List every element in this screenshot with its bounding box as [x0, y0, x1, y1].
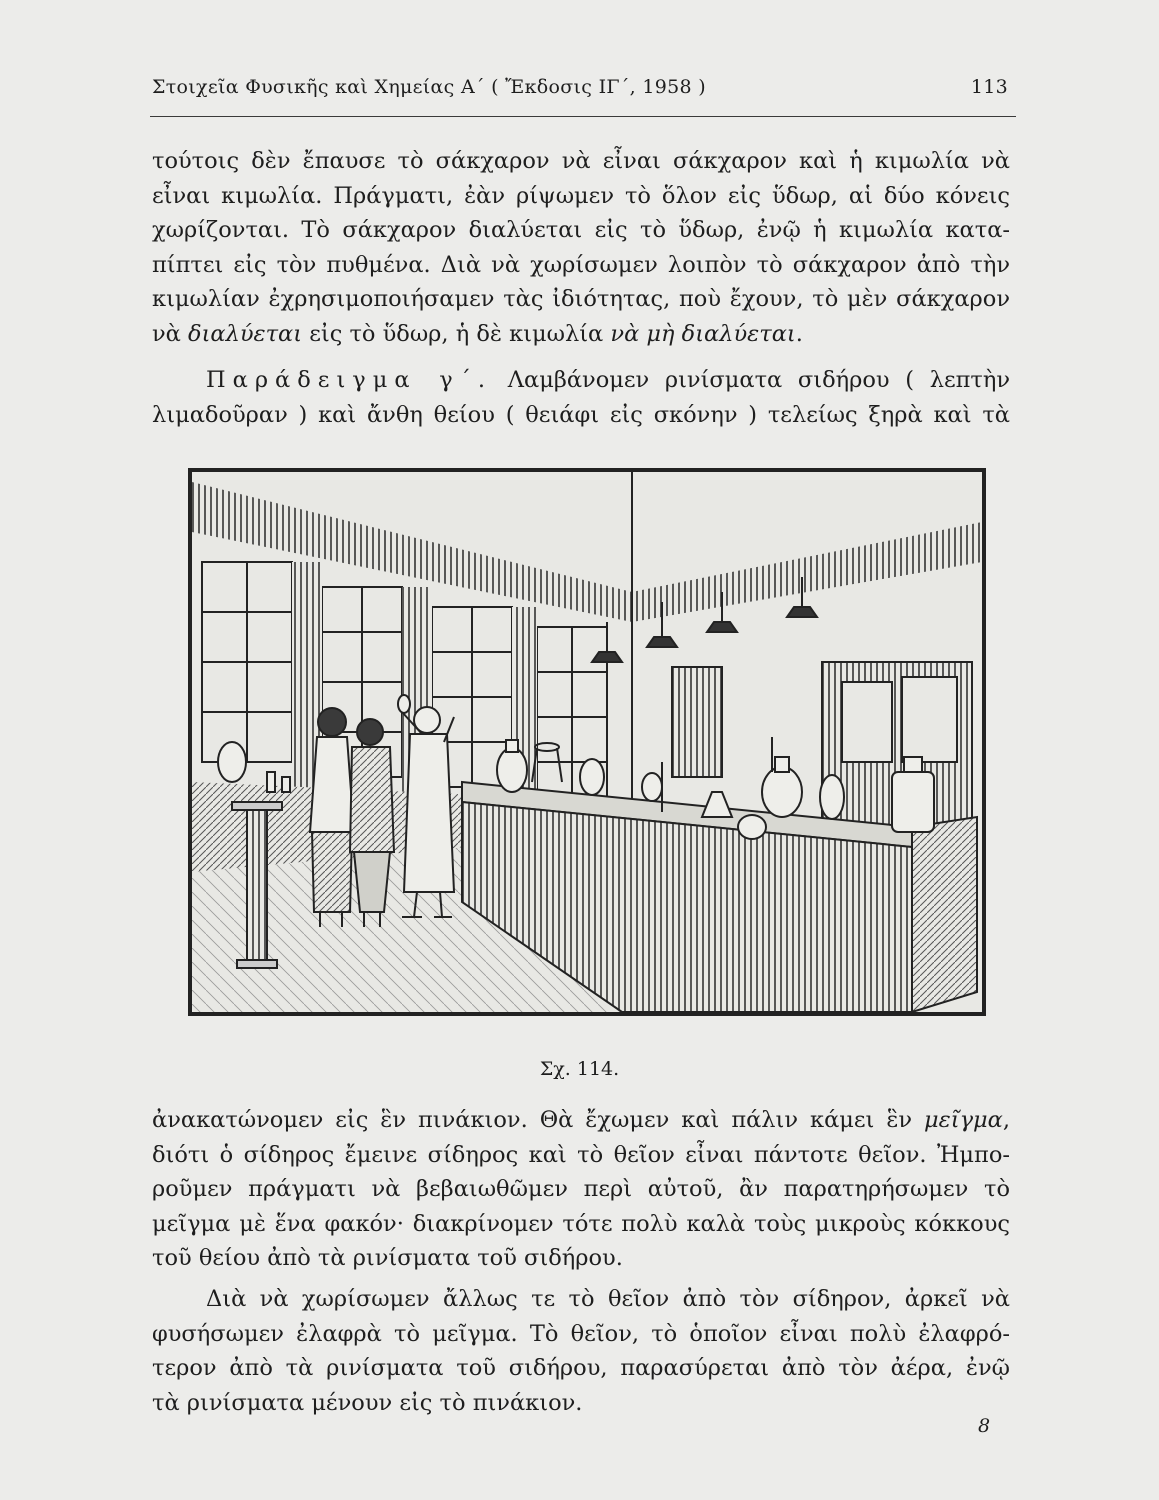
- text-line: μεῖγμα μὲ ἕνα φακόν· διακρίνομεν τότε πολὺ καλὰ τοὺς μικροὺς κόκκους: [152, 1210, 1010, 1237]
- bench-side: [912, 817, 977, 1012]
- text-run: εἰς τὸ ὕδωρ, ἡ δὲ κιμωλία: [302, 320, 611, 347]
- text-run: .: [795, 320, 803, 347]
- text-line: τερον ἀπὸ τὰ ρινίσματα τοῦ σιδήρου, παρασύρεται ἀπὸ τὸν ἀέρα, ἐνῷ: [152, 1355, 1010, 1381]
- paragraph-example-gamma: [152, 363, 1010, 432]
- text-line: λιμαδοῦραν ) καὶ ἄνθη θείου ( θειάφι εἰς σκόνην ) τελείως ξηρὰ καὶ τὰ: [152, 401, 1010, 428]
- page-number: 113: [970, 76, 1008, 98]
- text-line: εἶναι κιμωλία. Πράγματι, ἐὰν ρίψωμεν τὸ ὅλον εἰς ὕδωρ, αἱ δύο κόνεις: [152, 182, 1010, 209]
- text-line: χωρίζονται. Τὸ σάκχαρον διαλύεται εἰς τὸ ὕδωρ, ἐνῷ ἡ κιμωλία κατα-: [152, 217, 1010, 243]
- figure-caption: Σχ. 114.: [539, 1058, 620, 1080]
- text-run: νὰ: [152, 320, 189, 347]
- paragraph-sugar-chalk: [152, 144, 1010, 351]
- text-run: ἀνακατώνομεν εἰς ἓν πινάκιον. Θὰ ἔχωμεν καὶ πάλιν κάμει ἓν: [152, 1107, 925, 1133]
- text-line: ροῦμεν πράγματι νὰ βεβαιωθῶμεν περὶ αὐτοῦ, ἂν παρατηρήσωμεν τὸ: [152, 1176, 1010, 1202]
- paragraph-iron-sulfur-mixture: [152, 1103, 1010, 1276]
- text-run: Λαμβάνομεν ρινίσματα σιδήρου ( λεπτὴν: [507, 367, 1011, 393]
- signature-mark: 8: [978, 1415, 991, 1437]
- text-line: διότι ὁ σίδηρος ἔμεινε σίδηρος καὶ τὸ θεῖον εἶναι πάντοτε θεῖον. Ἠμπο-: [152, 1141, 1010, 1168]
- text-line: κιμωλίαν ἐχρησιμοποιήσαμεν τὰς ἰδιότητας, ποὺ ἔχουν, τὸ μὲν σάκχαρον: [152, 286, 1010, 312]
- back-door: [672, 667, 722, 777]
- text-line: φυσήσωμεν ἐλαφρὰ τὸ μεῖγμα. Τὸ θεῖον, τὸ ὁποῖον εἶναι πολὺ ἐλαφρό-: [152, 1320, 1010, 1347]
- italic-run: νὰ μὴ διαλύεται: [610, 320, 796, 347]
- text-line: [152, 1103, 1010, 1138]
- header-rule: [150, 116, 1016, 117]
- example-heading: Παράδειγμα γ΄.: [206, 367, 493, 393]
- italic-run: διαλύεται: [188, 320, 303, 347]
- running-header: [152, 76, 1008, 98]
- text-line: [152, 317, 1010, 352]
- text-run: ,: [1002, 1107, 1010, 1133]
- text-line: τὰ ρινίσματα μένουν εἰς τὸ πινάκιον.: [152, 1389, 583, 1416]
- laboratory-drawing: [192, 472, 982, 1012]
- text-line: πίπτει εἰς τὸν πυθμένα. Διὰ νὰ χωρίσωμεν λοιπὸν τὸ σάκχαρον ἀπὸ τὴν: [152, 251, 1010, 278]
- lab-figures: [310, 695, 454, 927]
- running-title: Στοιχεῖα Φυσικῆς καὶ Χημείας Α΄ ( Ἔκδοσις ΙΓ΄, 1958 ): [152, 76, 706, 98]
- text-line: Διὰ νὰ χωρίσωμεν ἄλλως τε τὸ θεῖον ἀπὸ τὸν σίδηρον, ἀρκεῖ νὰ: [206, 1286, 1010, 1312]
- text-line: τοῦ θείου ἀπὸ τὰ ρινίσματα τοῦ σιδήρου.: [152, 1245, 623, 1271]
- italic-run: μεῖγμα: [924, 1107, 1003, 1133]
- laboratory-illustration: [188, 468, 986, 1016]
- paragraph-separation-by-blowing: [152, 1282, 1010, 1420]
- text-line: τούτοις δὲν ἔπαυσε τὸ σάκχαρον νὰ εἶναι σάκχαρον καὶ ἡ κιμωλία νὰ: [152, 148, 1010, 174]
- text-line: [152, 363, 1010, 398]
